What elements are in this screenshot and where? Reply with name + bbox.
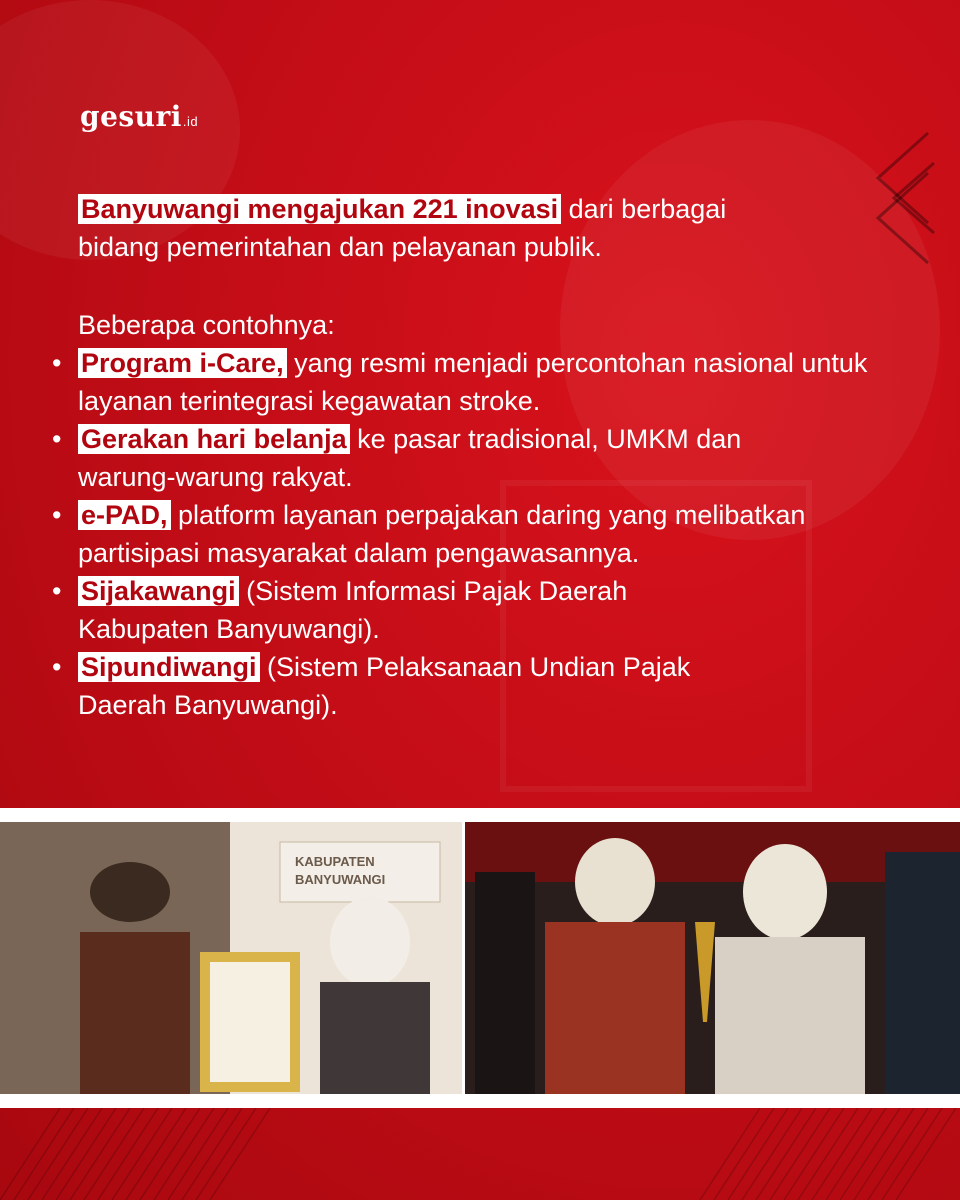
list-item [78, 344, 878, 420]
logo-suffix: .id [182, 114, 199, 129]
intro-paragraph [78, 190, 798, 266]
trophy-ceremony-illustration [465, 822, 960, 1094]
intro-text: dari berbagai bidang pemerintahan dan pelayanan publik. [78, 194, 727, 262]
item-text: yang resmi menjadi percontohan nasional untuk layanan terintegrasi kegawatan stroke. [78, 348, 868, 416]
gesuri-logo [80, 100, 198, 133]
list-item [78, 496, 908, 572]
item-text: platform layanan perpajakan daring yang melibatkan partisipasi masyarakat dalam pengawasannya. [78, 500, 806, 568]
photo-strip [0, 808, 960, 1108]
list-item [78, 420, 808, 496]
award-photo-right [465, 822, 960, 1094]
award-photo-left [0, 822, 462, 1094]
item-highlight: Sijakawangi [78, 576, 239, 606]
item-text: (Sistem Pelaksanaan Undian Pajak Daerah Banyuwangi). [78, 652, 691, 720]
item-highlight: Sipundiwangi [78, 652, 260, 682]
award-ceremony-illustration [0, 822, 462, 1094]
item-highlight: Gerakan hari belanja [78, 424, 350, 454]
examples-label: Beberapa contohnya: [78, 310, 335, 340]
diagonal-lines-decoration-icon [0, 1108, 960, 1200]
logo-name: gesuri [80, 100, 182, 133]
item-text: (Sistem Informasi Pajak Daerah Kabupaten Banyuwangi). [78, 576, 628, 644]
main-content [78, 190, 908, 724]
booth-sign-text: KABUPATEN [295, 854, 375, 869]
item-highlight: e-PAD, [78, 500, 171, 530]
list-item [78, 572, 718, 648]
intro-highlight: Banyuwangi mengajukan 221 inovasi [78, 194, 561, 224]
examples-list [78, 344, 908, 724]
svg-text:BANYUWANGI: BANYUWANGI [295, 872, 386, 887]
item-highlight: Program i-Care, [78, 348, 287, 378]
list-item [78, 648, 758, 724]
item-text: ke pasar tradisional, UMKM dan warung-warung rakyat. [78, 424, 742, 492]
